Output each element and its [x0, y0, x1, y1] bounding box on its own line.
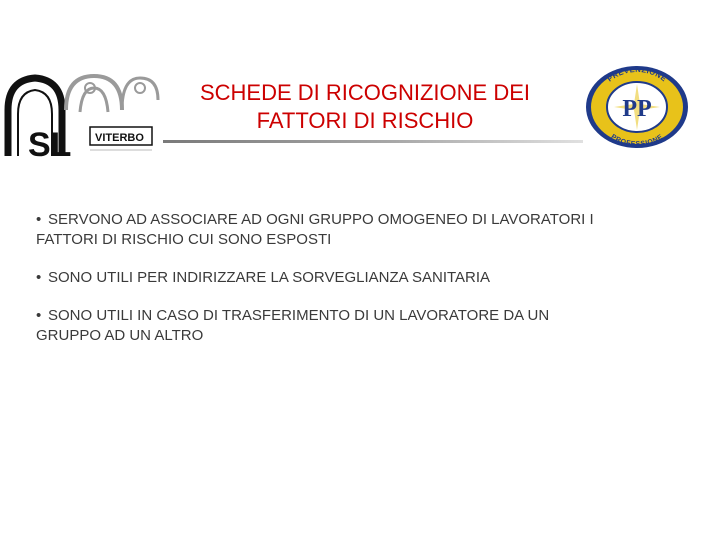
bullet-marker: • [36, 269, 42, 286]
bullet-item [36, 210, 616, 250]
bullet-text: SONO UTILI PER INDIRIZZARE LA SORVEGLIANZA SANITARIA [48, 269, 491, 286]
bullet-text: SONO UTILI IN CASO DI TRASFERIMENTO DI UN LAVORATORE DA UN GRUPPO AD UN ALTRO [36, 307, 550, 344]
asl-viterbo-logo [0, 70, 165, 160]
slide-title-line-1: SCHEDE DI RICOGNIZIONE DEI [199, 80, 531, 105]
slide-title [165, 79, 565, 135]
logo-monogram: PP [622, 96, 652, 122]
bullet-marker: • [36, 307, 42, 324]
slide-title-line-2: FATTORI DI RISCHIO [256, 108, 474, 133]
bullet-marker: • [36, 211, 42, 228]
bullet-item [36, 306, 616, 346]
asl-logo-viterbo: VITERBO [95, 132, 144, 144]
bullet-item [36, 268, 616, 288]
logo-ring-text-top: PREVENZIONE [605, 64, 669, 84]
title-underline [163, 140, 583, 143]
bullet-list [36, 210, 616, 364]
logo-ring-text-bottom: PROFESSIONE [609, 133, 665, 149]
prevenzione-logo [584, 64, 690, 150]
bullet-text: SERVONO AD ASSOCIARE AD OGNI GRUPPO OMOGENEO DI LAVORATORI I FATTORI DI RISCHIO CUI SONO ESPOSTI [36, 211, 594, 248]
asl-logo-letters: SL [28, 126, 72, 160]
